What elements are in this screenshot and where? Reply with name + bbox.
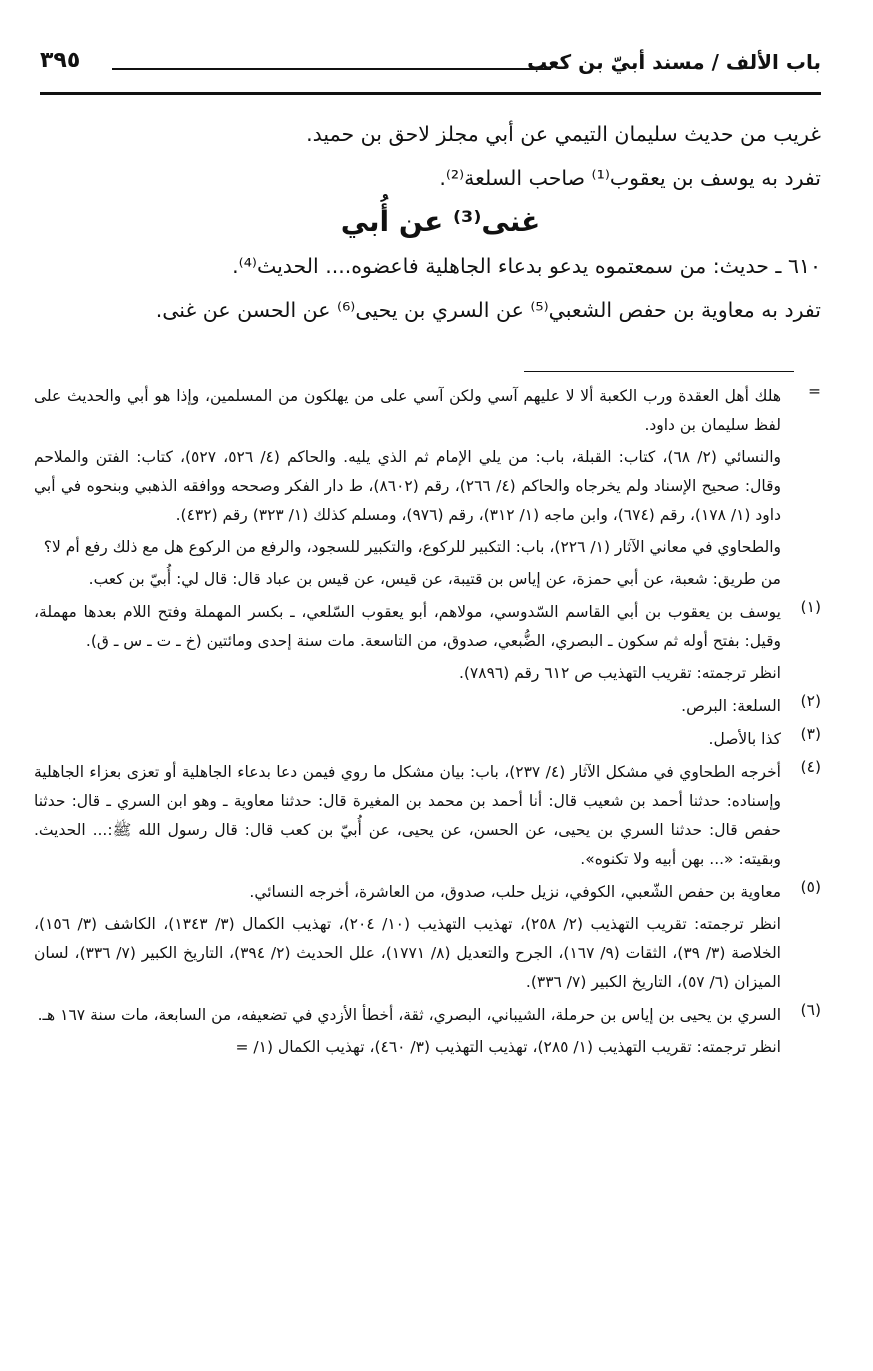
footnote-number: (٦) xyxy=(800,1001,821,1019)
footnote-item xyxy=(34,1001,821,1062)
main-text xyxy=(60,112,821,332)
footnote-separator xyxy=(524,371,794,372)
footnote-item xyxy=(34,692,821,721)
footnote-paragraph: من طريق: شعبة، عن أبي حمزة، عن إياس بن قتيبة، عن قيس، عن قيس بن عباد قال: قال لي: أُبيّ بن كعب. xyxy=(88,570,781,588)
footnote-item xyxy=(34,878,821,997)
footnote-item xyxy=(34,758,821,874)
footnote-paragraph: والنسائي (٢/ ٦٨)، كتاب: القبلة، باب: من يلي الإمام ثم الذي يليه. والحاكم (٤/ ٥٢٦، ٥٢٧)، كتاب: الفتن والملاحم وقال: صحيح الإسناد ولم يخرجاه والحاكم (٤/ ٢٦٦)، رقم (٨٦٠٢)، ط دار الفكر وصححه ووافقه الذهبي وبنحوه في أبي داود (١/ ١٧٨)، رقم (٦٧٤)، وابن ماجه (١/ ٣١٢)، رقم (٩٧٦)، ومسلم كذلك (١/ ٣٢٣) رقم (٤٣٢). xyxy=(34,448,781,524)
continuation-marker: = xyxy=(808,382,821,400)
footnote-paragraph: أخرجه الطحاوي في مشكل الآثار (٤/ ٢٣٧)، باب: بيان مشكل ما روي فيمن دعا بدعاء الجاهلية أو تعزى بعزاء الجاهلية وإسناده: حدثنا أحمد بن شعيب قال: أنا أحمد بن محمد بن المغيرة قال: حدثنا معاوية ـ وهو ابن السري ـ قال: حدثنا حفص قال: حدثنا السري بن يحيى، عن الحسن، عن يحيى، عن أُبيّ بن كعب قال: قال رسول الله ﷺ:... الحديث. وبقيته: «... بهن أبيه ولا تكنوه». xyxy=(34,763,781,868)
footnote-paragraph: السلعة: البرص. xyxy=(681,697,781,715)
header-rule xyxy=(112,68,551,70)
section-heading: غنى⁽³⁾ عن أُبي xyxy=(340,205,541,238)
footnote-paragraph: معاوية بن حفص الشّعبي، الكوفي، نزيل حلب، صدوق، من العاشرة، أخرجه النسائي. xyxy=(249,883,781,901)
running-title: باب الألف / مسند أبيّ بن كعب xyxy=(527,50,821,74)
footnotes xyxy=(34,382,821,1066)
footnote-paragraph: انظر ترجمته: تقريب التهذيب (١/ ٢٨٥)، تهذيب التهذيب (٣/ ٤٦٠)، تهذيب الكمال (١/ = xyxy=(235,1038,781,1056)
page-header xyxy=(40,40,821,95)
page-number: ٣٩٥ xyxy=(40,48,81,73)
main-line: غريب من حديث سليمان التيمي عن أبي مجلز لاحق بن حميد. xyxy=(306,122,821,146)
footnote-item xyxy=(34,725,821,754)
main-line: تفرد به معاوية بن حفص الشعبي⁽⁵⁾ عن السري بن يحيى⁽⁶⁾ عن الحسن عن غنى. xyxy=(155,298,821,322)
footnote-number: (٣) xyxy=(800,725,821,743)
footnote-item xyxy=(34,598,821,688)
hadith-line: ٦١٠ ـ حديث: من سمعتموه يدعو بدعاء الجاهلية فاعضوه.... الحديث⁽⁴⁾. xyxy=(232,254,821,278)
footnote-number: (٢) xyxy=(800,692,821,710)
footnote-paragraph: والطحاوي في معاني الآثار (١/ ٢٢٦)، باب: التكبير للركوع، والتكبير للسجود، والرفع من الركوع هل مع ذلك رفع أم لا؟ xyxy=(43,538,781,556)
footnote-paragraph: انظر ترجمته: تقريب التهذيب ص ٦١٢ رقم (٧٨٩٦). xyxy=(458,664,781,682)
main-line: تفرد به يوسف بن يعقوب⁽¹⁾ صاحب السلعة⁽²⁾. xyxy=(439,166,821,190)
footnote-number: (١) xyxy=(800,598,821,616)
footnote-number: (٥) xyxy=(800,878,821,896)
footnote-paragraph: انظر ترجمته: تقريب التهذيب (٢/ ٢٥٨)، تهذيب التهذيب (١٠/ ٢٠٤)، تهذيب الكمال (٣/ ١٣٤٣)، الكاشف (٣/ ١٥٦)، الخلاصة (٣/ ٣٩)، الثقات (٩/ ١٦٧)، الجرح والتعديل (٨/ ١٧٧١)، علل الحديث (٢/ ٣٩٤)، التاريخ الكبير (٧/ ٣٣٦)، لسان الميزان (٦/ ٥٧)، التاريخ الكبير (٧/ ٣٣٦). xyxy=(34,915,781,991)
footnote-paragraph: السري بن يحيى بن إياس بن حرملة، الشيباني، البصري، ثقة، أخطأ الأزدي في تضعيفه، من السابعة، مات سنة ١٦٧ هـ. xyxy=(37,1006,781,1024)
footnote-continuation xyxy=(34,382,821,594)
footnote-paragraph: يوسف بن يعقوب بن أبي القاسم السّدوسي، مولاهم، أبو يعقوب السّلعي، ـ بكسر المهملة وفتح اللام بعدها مهملة، وقيل: بفتح أوله ثم سكون ـ البصري، الضُّبعي، صدوق، من التاسعة. مات سنة إحدى ومائتين (خ ـ ت ـ س ـ ق). xyxy=(34,603,781,650)
footnote-number: (٤) xyxy=(800,758,821,776)
footnote-paragraph: هلك أهل العقدة ورب الكعبة ألا لا عليهم آسي ولكن آسي على من يهلكون من المسلمين، وإذا هو أبي والحديث على لفظ سليمان بن داود. xyxy=(34,387,781,434)
footnote-paragraph: كذا بالأصل. xyxy=(708,730,781,748)
